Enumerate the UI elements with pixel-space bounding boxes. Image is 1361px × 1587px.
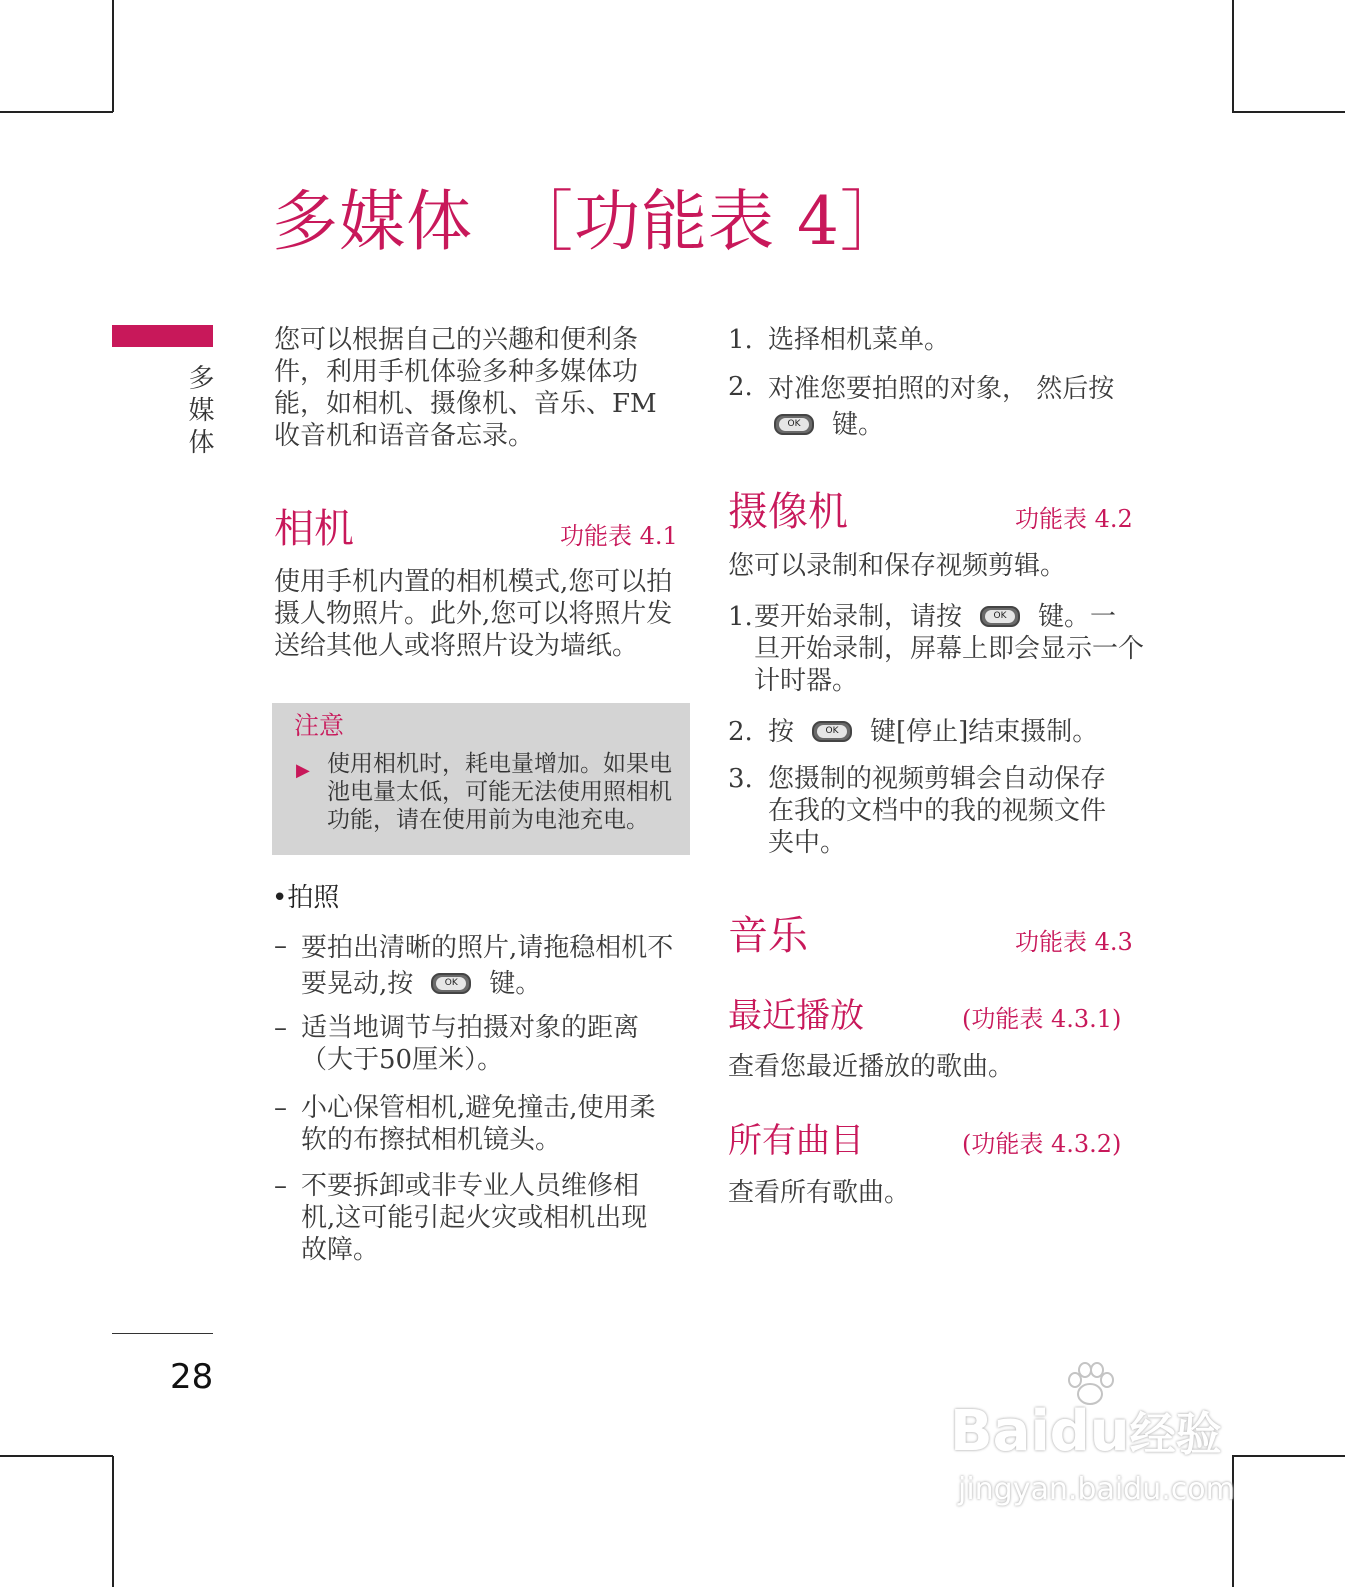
step-number: 1. [728,602,753,632]
note-arrow-icon: ▶ [296,760,310,781]
dash-icon: – [274,1093,287,1123]
crop-mark-top-right-h [1232,111,1345,113]
crop-mark-top-left-v [112,0,114,112]
recent-play-heading: 最近播放 [728,996,864,1036]
step-number: 2. [728,717,753,747]
page-number: 28 [170,1357,214,1397]
step-text: 对准您要拍照的对象， 然后按 [768,374,1115,404]
camcorder-heading: 摄像机 [728,489,848,535]
step-text: 要开始录制，请按 [754,602,963,632]
dash-icon: – [274,1171,287,1201]
crop-mark-bottom-left-h [0,1455,113,1457]
tip-text: 小心保管相机,避免撞击,使用柔软的布擦拭相机镜头。 [301,1093,656,1155]
ok-key-icon: OK [980,606,1020,627]
all-tracks-heading: 所有曲目 [728,1121,864,1161]
step-text-after: 键。一 [1038,602,1117,632]
step-text-after: 键[停止]结束摄制。 [870,717,1099,747]
step-number: 1. [728,325,753,355]
step-number: 3. [728,764,753,794]
step-text-after: 键。 [832,410,885,440]
dash-icon: – [274,1013,287,1043]
watermark-brand: Baidu经验 [950,1399,1222,1464]
photo-heading [272,882,339,914]
baidu-watermark [950,1360,1270,1520]
tip-text: 不要拆卸或非专业人员维修相机,这可能引起火灾或相机出现故障。 [301,1171,648,1265]
bullet-icon: • [272,883,288,913]
crop-mark-bottom-left-v [112,1456,114,1587]
recent-play-menu-ref: (功能表 4.3.1) [962,1005,1122,1033]
tip-text-after: 键。 [489,969,542,999]
intro-paragraph: 您可以根据自己的兴趣和便利条件，利用手机体验多种多媒体功能，如相机、摄像机、音乐、FM收音机和语音备忘录。 [274,325,657,451]
step-text: 选择相机菜单。 [768,325,951,355]
all-tracks-menu-ref: (功能表 4.3.2) [962,1130,1122,1158]
tip-text: 要拍出清晰的照片,请拖稳相机不要晃动,按 [301,933,674,999]
page-number-rule [112,1333,213,1334]
all-tracks-text: 查看所有歌曲。 [728,1178,911,1208]
step-text-continued: 旦开始录制，屏幕上即会显示一个计时器。 [754,634,1145,696]
music-menu-ref: 功能表 4.3 [1015,928,1133,956]
camera-heading: 相机 [274,506,354,552]
camcorder-description: 您可以录制和保存视频剪辑。 [728,551,1067,581]
page-title: 多媒体 ［功能表 4］ [272,183,907,260]
recent-play-text: 查看您最近播放的歌曲。 [728,1052,1015,1082]
note-title: 注意 [294,711,345,740]
camcorder-menu-ref: 功能表 4.2 [1015,505,1133,533]
dash-icon: – [274,931,287,961]
ok-key-icon: OK [431,973,471,994]
ok-key-icon: OK [812,721,852,742]
step-text: 按 [768,717,795,747]
step-number: 2. [728,372,753,402]
music-heading: 音乐 [728,913,808,959]
ok-key-icon: OK [774,414,814,435]
side-tab-label: 多媒体 [184,364,214,460]
side-tab-bar [112,325,213,347]
note-text: 使用相机时，耗电量增加。如果电池电量太低，可能无法使用照相机功能，请在使用前为电池充电。 [327,751,672,833]
step-text: 您摄制的视频剪辑会自动保存在我的文档中的我的视频文件夹中。 [768,764,1107,858]
photo-heading-label: 拍照 [287,883,340,913]
crop-mark-top-left-h [0,111,113,113]
watermark-url: jingyan.baidu.com [958,1472,1235,1507]
camera-description: 使用手机内置的相机模式,您可以拍摄人物照片。此外,您可以将照片发送给其他人或将照片设为墙纸。 [274,567,673,661]
camera-menu-ref: 功能表 4.1 [560,522,678,550]
crop-mark-top-right-v [1232,0,1234,112]
tip-text: 适当地调节与拍摄对象的距离（大于50厘米）。 [301,1013,640,1075]
